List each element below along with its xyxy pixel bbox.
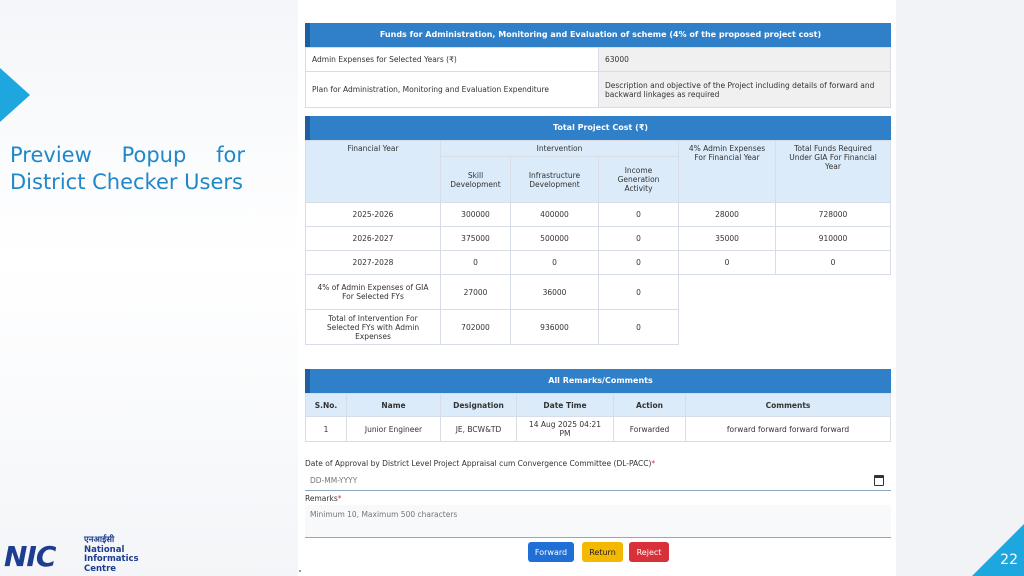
required-mark: * xyxy=(337,494,342,503)
table-row xyxy=(306,72,891,108)
col-datetime: Date Time xyxy=(517,394,614,417)
funds-section-heading: Funds for Administration, Monitoring and Evaluation of scheme (4% of the proposed project cost) xyxy=(305,23,891,47)
col-intervention: Intervention xyxy=(441,141,679,157)
decorative-arrow-icon xyxy=(0,68,30,122)
slide-title-line2: District Checker Users xyxy=(10,170,243,194)
remarks-section xyxy=(305,369,891,442)
page-number: 22 xyxy=(1000,552,1018,568)
col-financial-year: Financial Year xyxy=(306,141,441,203)
summary-label-cell: 4% of Admin Expenses of GIA For Selected FYs xyxy=(306,275,441,310)
skill-cell: 702000 xyxy=(441,310,511,345)
table-header-row xyxy=(306,394,891,417)
table-row xyxy=(306,275,891,310)
nic-logo xyxy=(4,535,139,574)
infra-cell: 500000 xyxy=(511,227,599,251)
admin-expenses-value: 63000 xyxy=(599,48,891,72)
calendar-icon[interactable] xyxy=(874,475,884,486)
approval-date-input[interactable] xyxy=(305,471,891,491)
infra-cell: 936000 xyxy=(511,310,599,345)
comments-cell: forward forward forward forward xyxy=(686,417,891,442)
income-cell: 0 xyxy=(599,203,679,227)
nic-logo-mark: NIC xyxy=(4,540,56,573)
skill-cell: 27000 xyxy=(441,275,511,310)
table-header-row xyxy=(306,141,891,157)
decorative-dot xyxy=(299,570,301,572)
required-mark: * xyxy=(651,459,656,468)
remarks-heading: All Remarks/Comments xyxy=(305,369,891,393)
summary-label-cell: Total of Intervention For Selected FYs with Admin Expenses xyxy=(306,310,441,345)
col-income: Income Generation Activity xyxy=(599,157,679,203)
return-button[interactable]: Return xyxy=(582,542,623,562)
table-row xyxy=(306,227,891,251)
logo-line1: National xyxy=(84,544,125,555)
remarks-label-text: Remarks xyxy=(305,494,338,503)
remarks-table xyxy=(305,393,891,442)
empty-cell xyxy=(679,275,891,345)
col-comments: Comments xyxy=(686,394,891,417)
sno-cell: 1 xyxy=(306,417,347,442)
infra-cell: 0 xyxy=(511,251,599,275)
col-name: Name xyxy=(347,394,441,417)
funds-section xyxy=(305,23,891,108)
slide-title xyxy=(10,142,245,196)
remarks-label xyxy=(305,494,341,503)
infra-cell: 400000 xyxy=(511,203,599,227)
total-cost-heading: Total Project Cost (₹) xyxy=(305,116,891,140)
col-action: Action xyxy=(614,394,686,417)
designation-cell: JE, BCW&TD xyxy=(441,417,517,442)
left-background xyxy=(0,0,300,576)
infra-cell: 36000 xyxy=(511,275,599,310)
col-designation: Designation xyxy=(441,394,517,417)
income-cell: 0 xyxy=(599,275,679,310)
year-cell: 2026-2027 xyxy=(306,227,441,251)
skill-cell: 375000 xyxy=(441,227,511,251)
plan-label: Plan for Administration, Monitoring and Evaluation Expenditure xyxy=(306,72,599,108)
col-total-funds: Total Funds Required Under GIA For Financial Year xyxy=(776,141,891,203)
datetime-cell: 14 Aug 2025 04:21 PM xyxy=(517,417,614,442)
logo-line3: Centre xyxy=(84,563,117,574)
total-cell: 910000 xyxy=(776,227,891,251)
action-cell: Forwarded xyxy=(614,417,686,442)
col-infra: Infrastructure Development xyxy=(511,157,599,203)
admin-cell: 0 xyxy=(679,251,776,275)
admin-cell: 35000 xyxy=(679,227,776,251)
table-row xyxy=(306,417,891,442)
approval-date-label-text: Date of Approval by District Level Project Appraisal cum Convergence Committee (DL-PACC) xyxy=(305,459,652,468)
admin-expenses-label: Admin Expenses for Selected Years (₹) xyxy=(306,48,599,72)
total-cost-table xyxy=(305,140,891,345)
skill-cell: 300000 xyxy=(441,203,511,227)
year-cell: 2027-2028 xyxy=(306,251,441,275)
income-cell: 0 xyxy=(599,251,679,275)
col-skill: Skill Development xyxy=(441,157,511,203)
plan-value: Description and objective of the Project including details of forward and backward linkages as required xyxy=(599,72,891,108)
logo-line2: Informatics xyxy=(84,554,139,564)
income-cell: 0 xyxy=(599,227,679,251)
total-cell: 0 xyxy=(776,251,891,275)
admin-cell: 28000 xyxy=(679,203,776,227)
logo-hindi: एनआईसी xyxy=(84,535,115,545)
slide-title-line1: Preview Popup for xyxy=(10,143,245,167)
reject-button[interactable]: Reject xyxy=(629,542,669,562)
total-cost-section xyxy=(305,116,891,345)
table-row xyxy=(306,48,891,72)
corner-triangle-icon xyxy=(972,524,1024,576)
right-background xyxy=(896,0,1024,576)
forward-button[interactable]: Forward xyxy=(528,542,574,562)
year-cell: 2025-2026 xyxy=(306,203,441,227)
nic-logo-text xyxy=(84,536,139,574)
funds-table xyxy=(305,47,891,108)
income-cell: 0 xyxy=(599,310,679,345)
skill-cell: 0 xyxy=(441,251,511,275)
col-admin-expenses: 4% Admin Expenses For Financial Year xyxy=(679,141,776,203)
total-cell: 728000 xyxy=(776,203,891,227)
col-sno: S.No. xyxy=(306,394,347,417)
approval-date-label xyxy=(305,459,655,468)
name-cell: Junior Engineer xyxy=(347,417,441,442)
table-row xyxy=(306,203,891,227)
table-row xyxy=(306,251,891,275)
remarks-textarea[interactable] xyxy=(305,505,891,538)
